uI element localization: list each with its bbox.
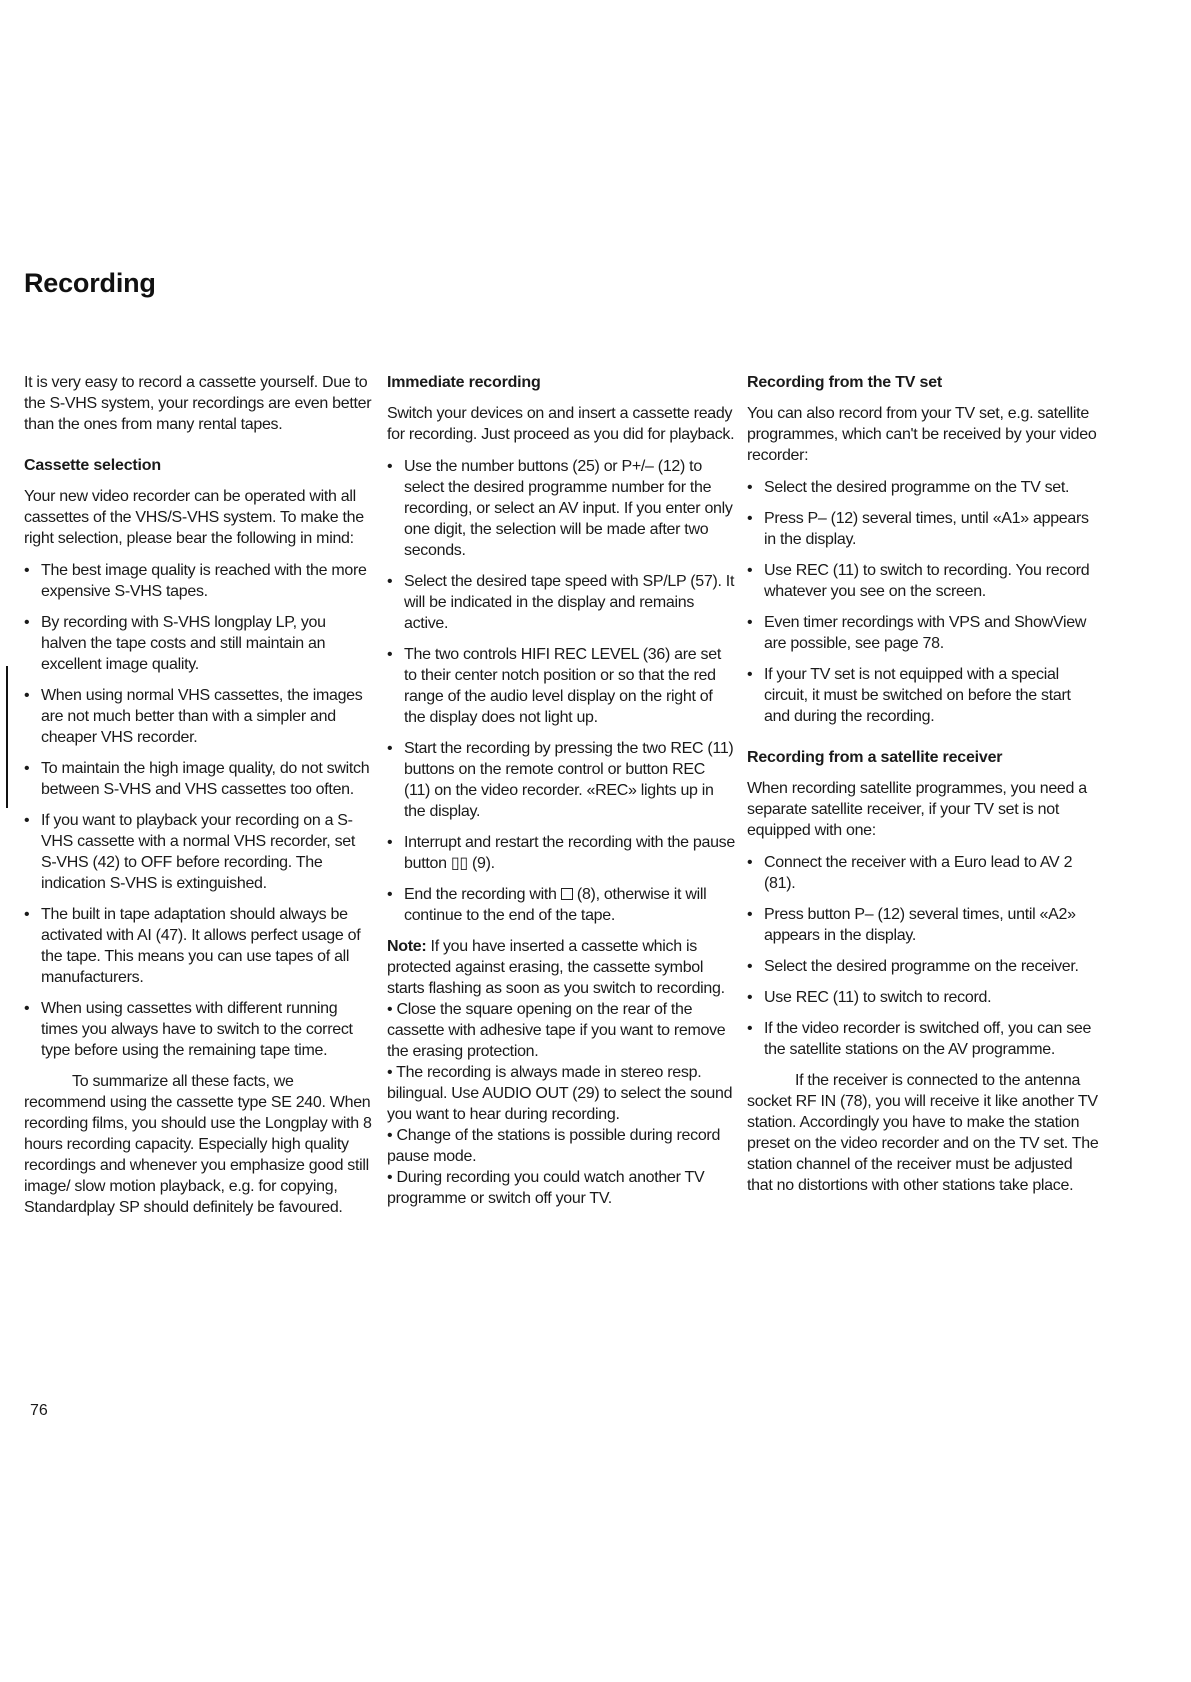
cassette-selection-heading: Cassette selection bbox=[24, 457, 161, 474]
bullet-icon: • bbox=[24, 687, 30, 704]
bullet-icon: • bbox=[747, 958, 753, 975]
revision-bar bbox=[6, 666, 8, 808]
bullet-icon: • bbox=[24, 1000, 30, 1017]
column-1 bbox=[24, 372, 372, 1229]
bullet-icon: • bbox=[747, 510, 753, 527]
list-item: • Connect the receiver with a Euro lead to AV 2 (81). bbox=[747, 854, 1073, 892]
immediate-bullet-list bbox=[387, 456, 735, 926]
stop-icon bbox=[561, 888, 573, 900]
bullet-icon: • bbox=[387, 646, 393, 663]
list-item: • When using normal VHS cassettes, the images are not much better than with a simpler and cheaper VHS recorder. bbox=[24, 687, 363, 746]
cassette-intro-paragraph: Your new video recorder can be operated with all cassettes of the VHS/S-VHS system. To make the right selection, please bear the following in mind: bbox=[24, 488, 364, 547]
note-paragraph: Note: If you have inserted a cassette which is protected against erasing, the cassette symbol starts flashing as soon as you switch to recording. bbox=[387, 938, 725, 997]
page-title: Recording bbox=[24, 268, 156, 298]
list-item: • Press P– (12) several times, until «A1» appears in the display. bbox=[747, 510, 1089, 548]
bullet-icon: • bbox=[747, 479, 753, 496]
list-item: • To maintain the high image quality, do not switch between S-VHS and VHS cassettes too often. bbox=[24, 760, 370, 798]
list-item: • Use REC (11) to switch to recording. You record whatever you see on the screen. bbox=[747, 562, 1090, 600]
tv-recording-heading: Recording from the TV set bbox=[747, 374, 943, 391]
satellite-outro-paragraph: If the receiver is connected to the antenna socket RF IN (78), you will receive it like another TV station. Accordingly you have to make the station preset on the video recorder and on the TV set. The station channel of the receiver must be adjusted that no distortions with other stations take place. bbox=[747, 1072, 1099, 1194]
list-item: • The best image quality is reached with the more expensive S-VHS tapes. bbox=[24, 562, 367, 600]
satellite-recording-heading: Recording from a satellite receiver bbox=[747, 749, 1003, 766]
bullet-icon: • bbox=[24, 906, 30, 923]
bullet-icon: • bbox=[387, 573, 393, 590]
satellite-intro-paragraph: When recording satellite programmes, you need a separate satellite receiver, if your TV set is not equipped with one: bbox=[747, 780, 1087, 839]
note-item: • During recording you could watch another TV programme or switch off your TV. bbox=[387, 1169, 705, 1207]
list-item: • Select the desired tape speed with SP/LP (57). It will be indicated in the display and remains active. bbox=[387, 573, 735, 632]
note-item: • Close the square opening on the rear of the cassette with adhesive tape if you want to remove the erasing protection. bbox=[387, 1001, 726, 1060]
tv-bullet-list bbox=[747, 477, 1099, 727]
bullet-icon: • bbox=[24, 760, 30, 777]
note-label: Note: bbox=[387, 938, 427, 955]
list-item: • Select the desired programme on the receiver. bbox=[747, 958, 1079, 975]
list-item: • End the recording with (8), otherwise it will continue to the end of the tape. bbox=[387, 886, 707, 924]
intro-paragraph: It is very easy to record a cassette yourself. Due to the S-VHS system, your recordings are even better than the ones from many rental tapes. bbox=[24, 374, 372, 433]
column-2 bbox=[387, 372, 735, 1209]
list-item: • If your TV set is not equipped with a special circuit, it must be switched on before the start and during the recording. bbox=[747, 666, 1071, 725]
list-item: • Use REC (11) to switch to record. bbox=[747, 989, 992, 1006]
page-number: 76 bbox=[30, 1402, 48, 1419]
bullet-icon: • bbox=[747, 666, 753, 683]
list-item: • Start the recording by pressing the two REC (11) buttons on the remote control or button REC (11) on the video recorder. «REC» lights up in the display. bbox=[387, 740, 734, 820]
tv-intro-paragraph: You can also record from your TV set, e.g. satellite programmes, which can't be received by your video recorder: bbox=[747, 405, 1097, 464]
list-item: • The built in tape adaptation should always be activated with AI (47). It allows perfect usage of the tape. This means you can use tapes of all manufacturers. bbox=[24, 906, 361, 986]
bullet-icon: • bbox=[747, 906, 753, 923]
bullet-icon: • bbox=[747, 614, 753, 631]
bullet-icon: • bbox=[24, 614, 30, 631]
list-item: • Even timer recordings with VPS and ShowView are possible, see page 78. bbox=[747, 614, 1087, 652]
list-item: • When using cassettes with different running times you always have to switch to the correct type before using the remaining tape time. bbox=[24, 1000, 353, 1059]
list-item: • Use the number buttons (25) or P+/– (12) to select the desired programme number for the recording, or select an AV input. If you enter only one digit, the selection will be made after two seconds. bbox=[387, 458, 733, 559]
list-item: • If you want to playback your recording on a S-VHS cassette with a normal VHS recorder, set S-VHS (42) to OFF before recording. The indication S-VHS is extinguished. bbox=[24, 812, 356, 892]
list-item: • By recording with S-VHS longplay LP, you halven the tape costs and still maintain an excellent image quality. bbox=[24, 614, 326, 673]
bullet-icon: • bbox=[387, 1169, 393, 1186]
satellite-bullet-list bbox=[747, 852, 1099, 1060]
bullet-icon: • bbox=[387, 834, 393, 851]
bullet-icon: • bbox=[24, 562, 30, 579]
list-item: • Press button P– (12) several times, until «A2» appears in the display. bbox=[747, 906, 1076, 944]
immediate-recording-heading: Immediate recording bbox=[387, 374, 541, 391]
summary-paragraph: To summarize all these facts, we recommend using the cassette type SE 240. When recording films, you should use the Longplay with 8 hours recording capacity. Especially high quality recordings and whenever you emphasize good still image/ slow motion playback, e.g. for copying, Standardplay SP should definitely be favoured. bbox=[24, 1073, 372, 1216]
list-item: • The two controls HIFI REC LEVEL (36) are set to their center notch position or so that the red range of the audio level display on the right of the display does not light up. bbox=[387, 646, 721, 726]
bullet-icon: • bbox=[387, 1064, 393, 1081]
bullet-icon: • bbox=[387, 740, 393, 757]
bullet-icon: • bbox=[747, 854, 753, 871]
bullet-icon: • bbox=[387, 1127, 393, 1144]
list-item: • Interrupt and restart the recording with the pause button ▯▯ (9). bbox=[387, 834, 735, 872]
bullet-icon: • bbox=[387, 1001, 393, 1018]
cassette-bullet-list bbox=[24, 560, 372, 1061]
note-item: • The recording is always made in stereo resp. bilingual. Use AUDIO OUT (29) to select the sound you want to hear during recording. bbox=[387, 1064, 733, 1123]
immediate-intro-paragraph: Switch your devices on and insert a cassette ready for recording. Just proceed as you did for playback. bbox=[387, 405, 735, 443]
bullet-icon: • bbox=[747, 562, 753, 579]
bullet-icon: • bbox=[24, 812, 30, 829]
bullet-icon: • bbox=[747, 989, 753, 1006]
bullet-icon: • bbox=[747, 1020, 753, 1037]
list-item: • Select the desired programme on the TV set. bbox=[747, 479, 1070, 496]
bullet-icon: • bbox=[387, 886, 393, 903]
note-item: • Change of the stations is possible during record pause mode. bbox=[387, 1127, 721, 1165]
list-item: • If the video recorder is switched off, you can see the satellite stations on the AV programme. bbox=[747, 1020, 1092, 1058]
bullet-icon: • bbox=[387, 458, 393, 475]
column-3 bbox=[747, 372, 1099, 1207]
